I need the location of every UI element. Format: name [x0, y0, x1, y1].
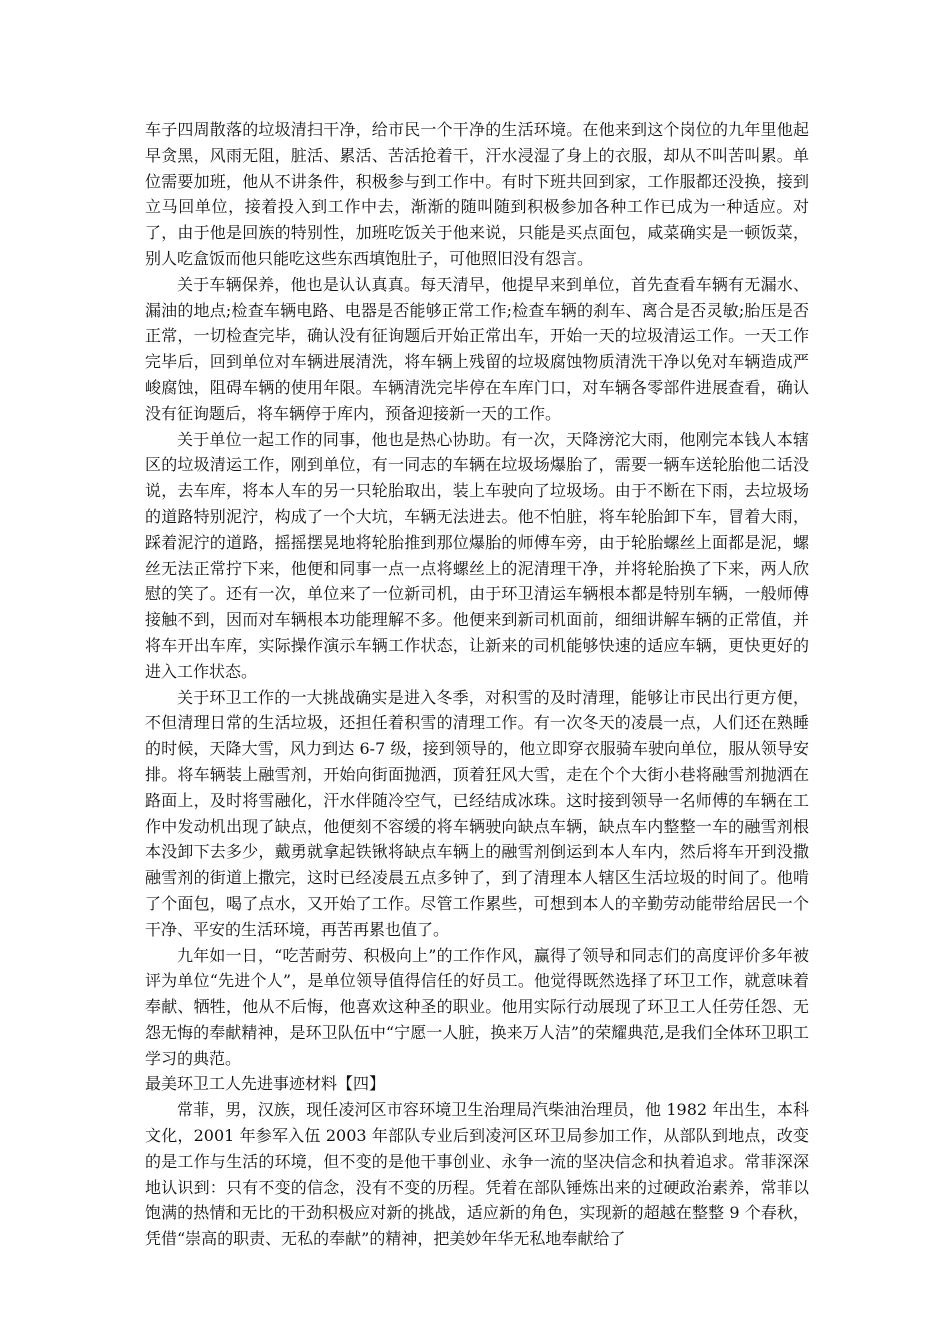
paragraph-chang-fei-intro: 常菲，男，汉族，现任凌河区市容环境卫生治理局汽柴油治理员，他 1982 年出生，本科文化，2001 年参军入伍 2003 年部队专业后到凌河区环卫局参加工作，从部队到地点，改变的是工作与生活的环境，但不变的是他干事创业、永争一流的坚决信念和执着追求。常菲深深地认识到：只有不变的信念，没有不变的历程。凭着在部队锤炼出来的过硬政治素养，常菲以饱满的热情和无比的干劲积极应对新的挑战，适应新的角色，实现新的超越在整整 9 个春秋，凭借“崇高的职责、无私的奉献”的精神，把美妙年华无私地奉献给了 — [145, 1100, 809, 1249]
document-page — [145, 117, 809, 1252]
paragraph-nine-years: 九年如一日，“吃苦耐劳、积极向上”的工作作风，赢得了领导和同志们的高度评价多年被评为单位“先进个人”，是单位领导值得信任的好员工。他觉得既然选择了环卫工作，就意味着奉献、牺牲，他从不后悔，他喜欢这种圣的职业。他用实际行动展现了环卫工人任劳任怨、无怨无悔的奉献精神，是环卫队伍中“宁愿一人脏，换来万人洁”的荣耀典范,是我们全体环卫职工学习的典范。 — [145, 945, 809, 1068]
section-heading: 最美环卫工人先进事迹材料【四】 — [145, 1074, 386, 1094]
paragraph-vehicle-maintenance: 关于车辆保养，他也是认认真真。每天清早，他提早来到单位，首先查看车辆有无漏水、漏油的地点;检查车辆电路、电器是否能够正常工作;检查车辆的刹车、离合是否灵敏;胎压是否正常，一切检查完毕，确认没有征询题后开始正常出车，开始一天的垃圾清运工作。一天工作完毕后，回到单位对车辆进展清洗，将车辆上残留的垃圾腐蚀物质清洗干净以免对车辆造成严峻腐蚀，阻碍车辆的使用年限。车辆清洗完毕停在车库门口，对车辆各零部件进展查看，确认没有征询题后，将车辆停于库内，预备迎接新一天的工作。 — [145, 274, 809, 423]
paragraph-winter-snow: 关于环卫工作的一大挑战确实是进入冬季，对积雪的及时清理，能够让市民出行更方便，不但清理日常的生活垃圾，还担任着积雪的清理工作。有一次冬天的凌晨一点，人们还在熟睡的时候，天降大雪，风力到达 6-7 级，接到领导的，他立即穿衣服骑车驶向单位，服从领导安排。将车辆装上融雪剂，开始向街面抛洒，顶着狂风大雪，走在个个大街小巷将融雪剂抛洒在路面上，及时将雪融化，汗水伴随冷空气，已经结成冰珠。这时接到领导一名师傅的车辆在工作中发动机出现了缺点，他便刻不容缓的将车辆驶向缺点车辆，缺点车内整整一车的融雪剂根本没卸下去多少，戴勇就拿起铁锹将缺点车辆上的融雪剂倒运到本人车内，然后将车开到没撒融雪剂的街道上撒完，这时已经凌晨五点多钟了，到了清理本人辖区生活垃圾的时间了。他啃了个面包，喝了点水，又开始了工作。尽管工作累些，可想到本人的辛勤劳动能带给居民一个干净、平安的生活环境，再苦再累也值了。 — [145, 687, 809, 939]
paragraph-helping-colleagues: 关于单位一起工作的同事，他也是热心协助。有一次，天降滂沱大雨，他刚完本钱人本辖区的垃圾清运工作，刚到单位，有一同志的车辆在垃圾场爆胎了，需要一辆车送轮胎他二话没说，去车库，将本人车的另一只轮胎取出，装上车驶向了垃圾场。由于不断在下雨，去垃圾场的道路特别泥泞，构成了一个大坑，车辆无法进去。他不怕脏，将车轮胎卸下车，冒着大雨，踩着泥泞的道路，摇摇摆晃地将轮胎推到那位爆胎的师傅车旁，由于轮胎螺丝上面都是泥，螺丝无法正常拧下来，他便和同事一点一点将螺丝上的泥清理干净，并将轮胎换了下来，两人欣慰的笑了。还有一次，单位来了一位新司机，由于环卫清运车辆根本都是特别车辆，一般师傅接触不到，因而对车辆根本功能理解不多。他便来到新司机面前，细细讲解车辆的正常值，并将车开出车库，实际操作演示车辆工作状态，让新来的司机能够快速的适应车辆，更快更好的进入工作状态。 — [145, 429, 809, 681]
paragraph-continued-text: 车子四周散落的垃圾清扫干净，给市民一个干净的生活环境。在他来到这个岗位的九年里他起早贪黑，风雨无阻，脏活、累活、苦活抢着干，汗水浸湿了身上的衣服，却从不叫苦叫累。单位需要加班，他从不讲条件，积极参与到工作中。有时下班共回到家，工作服都还没换，接到立马回单位，接着投入到工作中去，渐渐的随叫随到积极参加各种工作已成为一种适应。对了，由于他是回族的特别性，加班吃饭关于他来说，只能是买点面包，咸菜确实是一顿饭菜，别人吃盒饭而他只能吃这些东西填饱肚子，可他照旧没有怨言。 — [145, 120, 809, 268]
